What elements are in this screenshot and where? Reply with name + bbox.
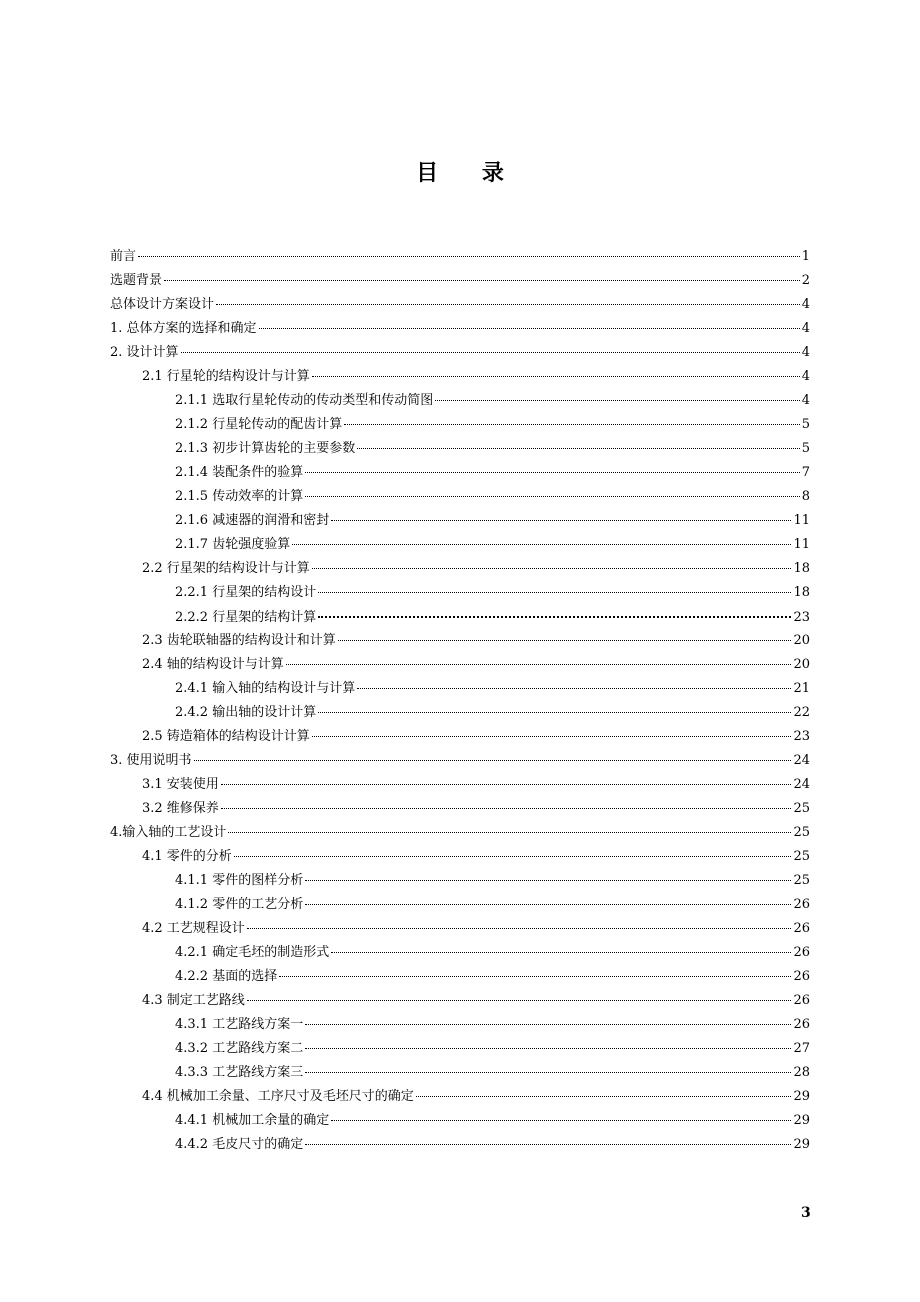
toc-entry-page: 29	[793, 1089, 810, 1104]
toc-entry-label: 2.2.2 行星架的结构计算	[175, 610, 317, 625]
toc-entry-label: 4.4.1 机械加工余量的确定	[175, 1113, 330, 1128]
toc-entry-label: 2. 设计计算	[110, 345, 179, 360]
toc-entry-page: 1	[801, 249, 810, 264]
toc-entry-label: 4.2.1 确定毛坯的制造形式	[175, 945, 330, 960]
toc-entry-page: 29	[793, 1113, 810, 1128]
toc-entry-label: 2.1.6 减速器的润滑和密封	[175, 513, 330, 528]
toc-leader-dots	[305, 1056, 791, 1073]
toc-leader-dots	[259, 312, 800, 329]
toc-entry-page: 4	[801, 369, 810, 384]
toc-leader-dots	[331, 936, 791, 953]
toc-entry-page: 25	[793, 873, 810, 888]
toc-entry-page: 18	[793, 585, 810, 600]
toc-entry-label: 总体设计方案设计	[110, 297, 215, 312]
toc-leader-dots	[338, 624, 792, 641]
toc-entry-page: 24	[793, 777, 810, 792]
toc-leader-dots	[292, 528, 791, 545]
toc-entry-label: 4.1 零件的分析	[142, 849, 232, 864]
toc-leader-dots	[305, 1032, 791, 1049]
toc-entry-label: 2.4.2 输出轴的设计计算	[175, 705, 317, 720]
toc-entry-label: 2.1.7 齿轮强度验算	[175, 537, 291, 552]
toc-leader-dots	[331, 1104, 791, 1121]
toc-entry-page: 26	[793, 921, 810, 936]
toc-entry-label: 2.4 轴的结构设计与计算	[142, 657, 284, 672]
toc-leader-dots	[312, 360, 800, 377]
toc-entry-page: 22	[793, 705, 810, 720]
toc-entry-label: 4.3 制定工艺路线	[142, 993, 245, 1008]
toc-leader-dots	[216, 288, 800, 305]
toc-entry-page: 23	[793, 610, 810, 625]
toc-leader-dots	[305, 456, 800, 473]
toc-entry-page: 8	[801, 489, 810, 504]
toc-leader-dots	[164, 264, 800, 281]
toc-entry-page: 20	[793, 657, 810, 672]
toc-leader-dots	[357, 432, 800, 449]
toc-entry-label: 3. 使用说明书	[110, 753, 192, 768]
toc-entry-page: 25	[793, 849, 810, 864]
toc-entry-label: 2.1.2 行星轮传动的配齿计算	[175, 417, 343, 432]
toc-leader-dots	[194, 744, 792, 761]
toc-leader-dots	[181, 336, 800, 353]
toc-leader-dots	[312, 720, 792, 737]
toc-entry-label: 2.2 行星架的结构设计与计算	[142, 561, 310, 576]
toc-entry-label: 4.2 工艺规程设计	[142, 921, 245, 936]
toc-leader-dots	[305, 1128, 791, 1145]
toc-entry-page: 4	[801, 393, 810, 408]
toc-entry-page: 26	[793, 993, 810, 1008]
toc-entry-label: 3.2 维修保养	[142, 801, 219, 816]
toc-entry-page: 4	[801, 321, 810, 336]
toc-entry-label: 2.3 齿轮联轴器的结构设计和计算	[142, 633, 336, 648]
toc-entry-page: 5	[801, 441, 810, 456]
toc-leader-dots	[221, 768, 792, 785]
toc-entry-page: 26	[793, 1017, 810, 1032]
toc-entry-label: 2.2.1 行星架的结构设计	[175, 585, 317, 600]
toc-leader-dots	[357, 672, 791, 689]
toc-entry-label: 2.1.5 传动效率的计算	[175, 489, 304, 504]
toc-entry-label: 前言	[110, 249, 137, 264]
toc-entry-page: 25	[793, 825, 810, 840]
toc-entry-label: 3.1 安装使用	[142, 777, 219, 792]
toc-entry-label: 2.4.1 输入轴的结构设计与计算	[175, 681, 356, 696]
toc-entry-page: 5	[801, 417, 810, 432]
toc-leader-dots	[305, 1008, 791, 1025]
toc-entry-label: 4.4 机械加工余量、工序尺寸及毛坯尺寸的确定	[142, 1089, 414, 1104]
toc-entry-page: 4	[801, 345, 810, 360]
toc-entry-page: 23	[793, 729, 810, 744]
toc-entry-page: 26	[793, 897, 810, 912]
toc-leader-dots	[305, 888, 791, 905]
toc-entry-label: 4.3.3 工艺路线方案三	[175, 1065, 304, 1080]
toc-entry-page: 20	[793, 633, 810, 648]
toc-entry-label: 4.3.2 工艺路线方案二	[175, 1041, 304, 1056]
toc-entry-page: 28	[793, 1065, 810, 1080]
toc-entry-page: 25	[793, 801, 810, 816]
toc-leader-dots	[247, 984, 792, 1001]
toc-leader-dots	[228, 816, 791, 833]
toc-entry-label: 2.1.1 选取行星轮传动的传动类型和传动简图	[175, 393, 434, 408]
toc-entry-label: 2.1 行星轮的结构设计与计算	[142, 369, 310, 384]
toc-entry-label: 4.输入轴的工艺设计	[110, 825, 227, 840]
toc-entry-page: 27	[793, 1041, 810, 1056]
toc-leader-dots	[279, 960, 791, 977]
toc-leader-dots	[331, 504, 791, 521]
toc-entry-label: 4.3.1 工艺路线方案一	[175, 1017, 304, 1032]
toc-leader-dots	[286, 648, 792, 665]
toc-entry-page: 18	[793, 561, 810, 576]
toc-leader-dots	[247, 912, 792, 929]
toc-entry-page: 26	[793, 969, 810, 984]
toc-entry-page: 2	[801, 273, 810, 288]
toc-entry[interactable]	[110, 1131, 810, 1155]
toc-entry-label: 2.1.3 初步计算齿轮的主要参数	[175, 441, 356, 456]
toc-leader-dots	[138, 240, 800, 257]
toc-leader-dots	[416, 1080, 792, 1097]
toc-leader-dots	[312, 552, 792, 569]
toc-entry-page: 21	[793, 681, 810, 696]
toc-leader-dots	[344, 408, 800, 425]
toc-leader-dots	[234, 840, 792, 857]
toc-entry-page: 7	[801, 465, 810, 480]
toc-leader-dots	[221, 792, 792, 809]
toc-entry-page: 29	[793, 1137, 810, 1152]
table-of-contents	[110, 243, 810, 1155]
toc-entry-page: 4	[801, 297, 810, 312]
toc-leader-dots	[305, 480, 800, 497]
page-number: 3	[801, 1205, 811, 1221]
toc-leader-dots	[305, 864, 791, 881]
toc-entry-label: 4.1.2 零件的工艺分析	[175, 897, 304, 912]
toc-entry-page: 11	[793, 513, 810, 528]
toc-leader-dots	[318, 576, 791, 593]
toc-entry-page: 24	[793, 753, 810, 768]
toc-entry-page: 11	[793, 537, 810, 552]
toc-entry-label: 1. 总体方案的选择和确定	[110, 321, 257, 336]
toc-entry-label: 2.1.4 装配条件的验算	[175, 465, 304, 480]
page-title: 目 录	[416, 160, 522, 186]
toc-entry-label: 选题背景	[110, 273, 163, 288]
toc-entry-label: 2.5 铸造箱体的结构设计计算	[142, 729, 310, 744]
toc-leader-dots	[318, 600, 791, 618]
toc-entry-label: 4.4.2 毛皮尺寸的确定	[175, 1137, 304, 1152]
toc-leader-dots	[318, 696, 791, 713]
toc-leader-dots	[435, 384, 800, 401]
toc-entry-label: 4.2.2 基面的选择	[175, 969, 278, 984]
toc-entry-page: 26	[793, 945, 810, 960]
toc-entry-label: 4.1.1 零件的图样分析	[175, 873, 304, 888]
